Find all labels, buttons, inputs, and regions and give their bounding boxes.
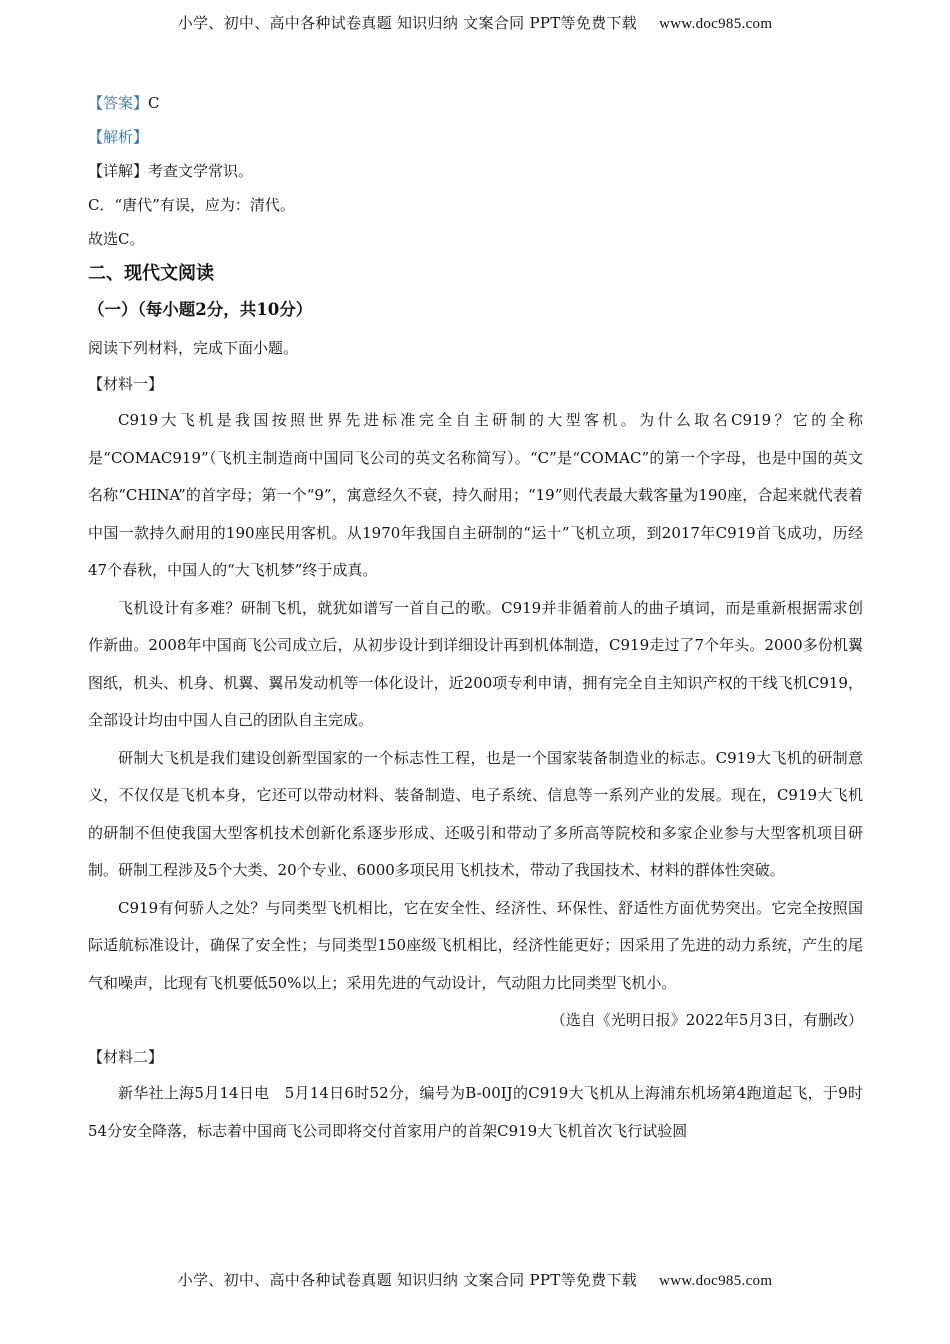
footer-url-link[interactable]: www.doc985.com [659,1273,773,1289]
material2-paragraph: 新华社上海5月14日电 5月14日6时52分，编号为B-00IJ的C919大飞机从上海浦东机场第4跑道起飞，于9时54分安全降落，标志着中国商飞公司即将交付首家用户的首架C919大飞机首次飞行试验圆 [88,1084,863,1140]
material1-label: 【材料一】 [88,375,164,393]
section-title: 二、现代文阅读 [88,263,214,284]
header-text: 小学、初中、高中各种试卷真题 知识归纳 文案合同 PPT等免费下载 [177,14,638,32]
page-footer [0,1269,950,1290]
answer-line [88,86,863,120]
header-url-link[interactable]: www.doc985.com [659,16,773,32]
material1-paragraph: 飞机设计有多难？研制飞机，就犹如谱写一首自己的歌。C919并非循着前人的曲子填词，而是重新根据需求创作新曲。2008年中国商飞公司成立后，从初步设计到详细设计再到机体制造，C919走过了7个年头。2000多份机翼图纸，机头、机身、机翼、翼吊发动机等一体化设计，近200项专利申请，拥有完全自主知识产权的干线飞机C919，全部设计均由中国人自己的团队自主完成。 [88,598,863,729]
analysis-label: 【解析】 [88,128,149,146]
detail-line: 【详解】考查文学常识。 [88,162,254,180]
conclusion-line: 故选C。 [88,230,145,248]
material1-paragraph: C919有何骄人之处？与同类型飞机相比，它在安全性、经济性、环保性、舒适性方面优势突出。它完全按照国际适航标准设计，确保了安全性；与同类型150座级飞机相比，经济性能更好；因采用了先进的动力系统，产生的尾气和噪声，比现有飞机要低50%以上；采用先进的气动设计，气动阻力比同类型飞机小。 [88,898,863,992]
footer-text: 小学、初中、高中各种试卷真题 知识归纳 文案合同 PPT等免费下载 [177,1271,638,1289]
sub-section-title: （一）（每小题2分，共10分） [88,300,313,319]
material2-label: 【材料二】 [88,1048,164,1066]
material1-source: （选自《光明日报》2022年5月3日，有删改） [550,1011,863,1029]
answer-value: C [148,94,160,112]
instruction-line: 阅读下列材料，完成下面小题。 [88,339,299,357]
material1-paragraph: 研制大飞机是我们建设创新型国家的一个标志性工程，也是一个国家装备制造业的标志。C919大飞机的研制意义，不仅仅是飞机本身，它还可以带动材料、装备制造、电子系统、信息等一系列产业的发展。现在，C919大飞机的研制不但使我国大型客机技术创新化系逐步形成、还吸引和带动了多所高等院校和多家企业参与大型客机项目研制。研制工程涉及5个大类、20个专业、6000多项民用飞机技术，带动了我国技术、材料的群体性突破。 [88,748,863,879]
option-c-line: C．“唐代”有误，应为：清代。 [88,196,295,214]
page-header [0,12,950,33]
document-body [88,86,863,1150]
material1-paragraph: C919大飞机是我国按照世界先进标准完全自主研制的大型客机。为什么取名C919？它的全称是“COMAC919”（飞机主制造商中国同飞公司的英文名称简写）。“C”是“COMAC”的第一个字母，也是中国的英文名称“CHINA”的首字母；第一个“9”，寓意经久不衰，持久耐用；“19”则代表最大载客量为190座，合起来就代表着中国一款持久耐用的190座民用客机。从1970年我国自主研制的“运十”飞机立项，到2017年C919首飞成功，历经47个春秋，中国人的“大飞机梦”终于成真。 [88,411,863,579]
answer-label: 【答案】 [88,94,149,112]
